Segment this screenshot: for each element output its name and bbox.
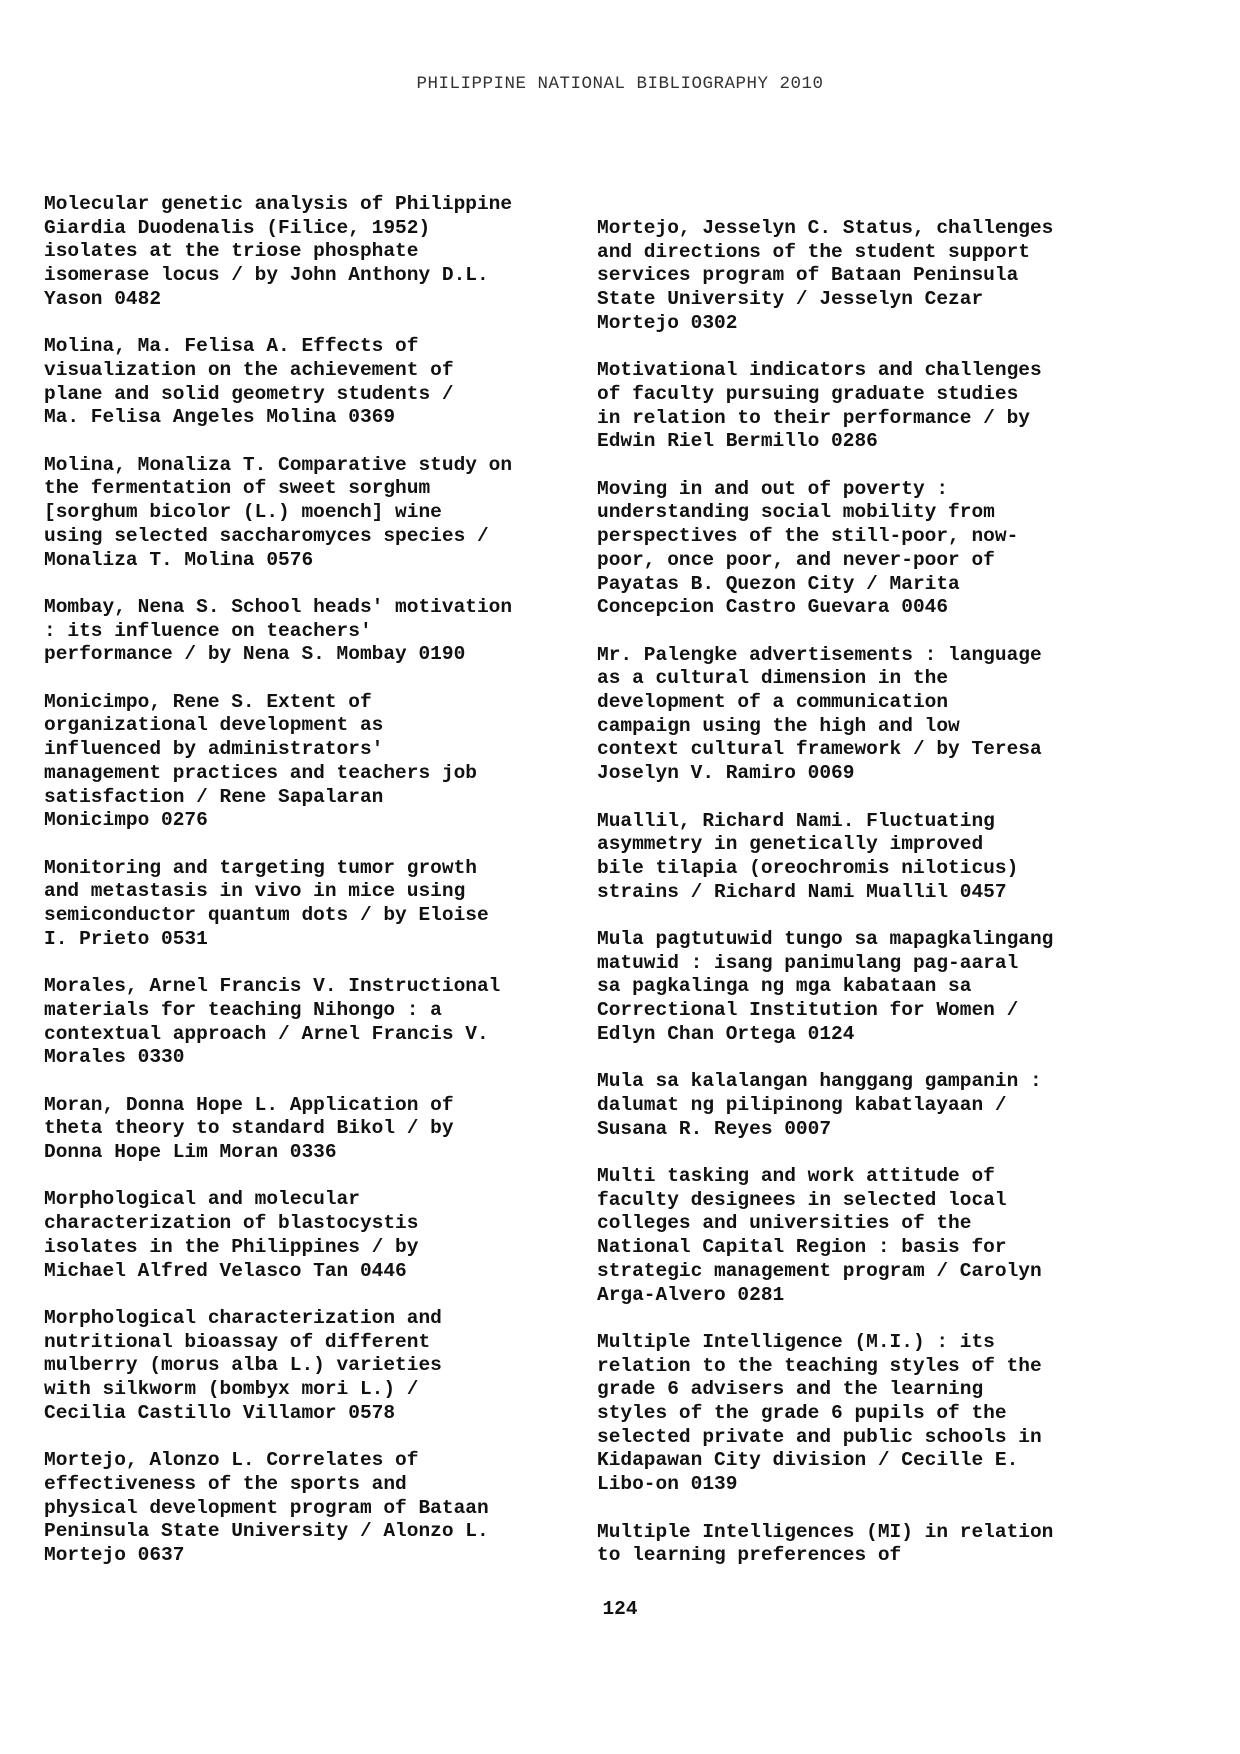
entry-line: Correctional Institution for Women / bbox=[597, 999, 1019, 1022]
entry-line: asymmetry in genetically improved bbox=[597, 833, 984, 856]
entry-line: Yason 0482 bbox=[44, 287, 162, 310]
entry-line: Michael Alfred Velasco Tan 0446 bbox=[44, 1259, 407, 1282]
bibliography-entry bbox=[597, 928, 1117, 1047]
bibliography-entry bbox=[44, 454, 564, 573]
entry-line: Edlyn Chan Ortega 0124 bbox=[597, 1022, 855, 1045]
entry-line: effectiveness of the sports and bbox=[44, 1472, 407, 1495]
entry-line: Concepcion Castro Guevara 0046 bbox=[597, 596, 949, 619]
entry-line: performance / by Nena S. Mombay 0190 bbox=[44, 643, 466, 666]
entry-line: Multi tasking and work attitude of bbox=[597, 1165, 995, 1188]
entry-line: faculty designees in selected local bbox=[597, 1188, 1007, 1211]
entry-line: context cultural framework / by Teresa bbox=[597, 738, 1042, 761]
entry-line: Ma. Felisa Angeles Molina 0369 bbox=[44, 406, 396, 429]
entry-line: strains / Richard Nami Muallil 0457 bbox=[597, 880, 1007, 903]
entry-line: Moran, Donna Hope L. Application of bbox=[44, 1093, 454, 1116]
entry-line: visualization on the achievement of bbox=[44, 358, 454, 381]
entry-line: Muallil, Richard Nami. Fluctuating bbox=[597, 809, 995, 832]
entry-line: Mula sa kalalangan hanggang gampanin : bbox=[597, 1070, 1042, 1093]
entry-line: Moving in and out of poverty : bbox=[597, 477, 949, 500]
entry-line: [sorghum bicolor (L.) moench] wine bbox=[44, 501, 442, 524]
bibliography-entry bbox=[44, 1094, 564, 1165]
bibliography-entry bbox=[597, 810, 1117, 905]
entry-line: I. Prieto 0531 bbox=[44, 927, 208, 950]
entry-line: matuwid : isang panimulang pag-aaral bbox=[597, 951, 1019, 974]
entry-line: and directions of the student support bbox=[597, 240, 1030, 263]
entry-line: National Capital Region : basis for bbox=[597, 1236, 1007, 1259]
entry-line: poor, once poor, and never-poor of bbox=[597, 548, 995, 571]
entry-line: of faculty pursuing graduate studies bbox=[597, 382, 1019, 405]
entry-line: Monicimpo, Rene S. Extent of bbox=[44, 690, 372, 713]
entry-line: physical development program of Bataan bbox=[44, 1496, 489, 1519]
entry-line: Molina, Ma. Felisa A. Effects of bbox=[44, 335, 419, 358]
right-column bbox=[597, 217, 1117, 1592]
entry-line: strategic management program / Carolyn bbox=[597, 1259, 1042, 1282]
entry-line: selected private and public schools in bbox=[597, 1425, 1042, 1448]
entry-line: bile tilapia (oreochromis niloticus) bbox=[597, 856, 1019, 879]
bibliography-entry bbox=[597, 217, 1117, 336]
entry-line: influenced by administrators' bbox=[44, 738, 384, 761]
bibliography-entry bbox=[597, 1165, 1117, 1307]
entry-line: satisfaction / Rene Sapalaran bbox=[44, 785, 384, 808]
entry-line: Morphological characterization and bbox=[44, 1306, 442, 1329]
entry-line: to learning preferences of bbox=[597, 1544, 902, 1567]
entry-line: development of a communication bbox=[597, 691, 949, 714]
entry-line: Cecilia Castillo Villamor 0578 bbox=[44, 1401, 396, 1424]
entry-line: Susana R. Reyes 0007 bbox=[597, 1117, 832, 1140]
page-number: 124 bbox=[602, 1598, 638, 1620]
entry-line: as a cultural dimension in the bbox=[597, 667, 949, 690]
entry-line: management practices and teachers job bbox=[44, 761, 477, 784]
entry-line: Arga-Alvero 0281 bbox=[597, 1283, 785, 1306]
entry-line: semiconductor quantum dots / by Eloise bbox=[44, 904, 489, 927]
entry-line: Mortejo 0637 bbox=[44, 1543, 185, 1566]
entry-line: Morphological and molecular bbox=[44, 1188, 360, 1211]
entry-line: Monaliza T. Molina 0576 bbox=[44, 548, 314, 571]
entry-line: Mula pagtutuwid tungo sa mapagkalingang bbox=[597, 928, 1054, 951]
entry-line: relation to the teaching styles of the bbox=[597, 1354, 1042, 1377]
entry-line: and metastasis in vivo in mice using bbox=[44, 880, 466, 903]
bibliography-entry bbox=[44, 596, 564, 667]
entry-line: nutritional bioassay of different bbox=[44, 1330, 431, 1353]
bibliography-entry bbox=[597, 1521, 1117, 1568]
entry-line: dalumat ng pilipinong kabatlayaan / bbox=[597, 1093, 1007, 1116]
bibliography-entry bbox=[597, 478, 1117, 620]
entry-line: Mortejo, Jesselyn C. Status, challenges bbox=[597, 217, 1054, 239]
entry-line: Molina, Monaliza T. Comparative study on bbox=[44, 453, 513, 476]
entry-line: Monitoring and targeting tumor growth bbox=[44, 856, 477, 879]
left-column bbox=[44, 193, 564, 1591]
entry-line: Multiple Intelligence (M.I.) : its bbox=[597, 1330, 995, 1353]
entry-line: Payatas B. Quezon City / Marita bbox=[597, 572, 960, 595]
entry-line: Libo-on 0139 bbox=[597, 1473, 738, 1496]
entry-line: Giardia Duodenalis (Filice, 1952) bbox=[44, 216, 431, 239]
entry-line: Morales 0330 bbox=[44, 1046, 185, 1069]
entry-line: Donna Hope Lim Moran 0336 bbox=[44, 1141, 337, 1164]
entry-line: isolates at the triose phosphate bbox=[44, 240, 419, 263]
entry-line: organizational development as bbox=[44, 714, 384, 737]
entry-line: Peninsula State University / Alonzo L. bbox=[44, 1520, 489, 1543]
entry-line: campaign using the high and low bbox=[597, 714, 960, 737]
bibliography-entry bbox=[44, 335, 564, 430]
entry-line: Monicimpo 0276 bbox=[44, 809, 208, 832]
entry-line: Molecular genetic analysis of Philippine bbox=[44, 193, 513, 215]
entry-line: Motivational indicators and challenges bbox=[597, 359, 1042, 382]
entry-line: colleges and universities of the bbox=[597, 1212, 972, 1235]
entry-line: Mortejo, Alonzo L. Correlates of bbox=[44, 1449, 419, 1472]
bibliography-entry bbox=[597, 644, 1117, 786]
entry-line: grade 6 advisers and the learning bbox=[597, 1378, 984, 1401]
entry-line: services program of Bataan Peninsula bbox=[597, 264, 1019, 287]
entry-line: theta theory to standard Bikol / by bbox=[44, 1117, 454, 1140]
entry-line: sa pagkalinga ng mga kabataan sa bbox=[597, 975, 972, 998]
bibliography-entry bbox=[597, 359, 1117, 454]
bibliography-entry bbox=[44, 1449, 564, 1568]
entry-line: Mortejo 0302 bbox=[597, 311, 738, 334]
entry-line: Mombay, Nena S. School heads' motivation bbox=[44, 595, 513, 618]
entry-line: Kidapawan City division / Cecille E. bbox=[597, 1449, 1019, 1472]
entry-line: in relation to their performance / by bbox=[597, 406, 1030, 429]
bibliography-entry bbox=[44, 857, 564, 952]
entry-line: isomerase locus / by John Anthony D.L. bbox=[44, 264, 489, 287]
entry-line: Edwin Riel Bermillo 0286 bbox=[597, 430, 878, 453]
entry-line: understanding social mobility from bbox=[597, 501, 995, 524]
entry-line: Multiple Intelligences (MI) in relation bbox=[597, 1520, 1054, 1543]
entry-line: plane and solid geometry students / bbox=[44, 382, 454, 405]
entry-line: characterization of blastocystis bbox=[44, 1212, 419, 1235]
entry-line: contextual approach / Arnel Francis V. bbox=[44, 1022, 489, 1045]
entry-line: styles of the grade 6 pupils of the bbox=[597, 1402, 1007, 1425]
entry-line: perspectives of the still-poor, now- bbox=[597, 525, 1019, 548]
entry-line: : its influence on teachers' bbox=[44, 619, 372, 642]
entry-line: isolates in the Philippines / by bbox=[44, 1235, 419, 1258]
entry-line: Joselyn V. Ramiro 0069 bbox=[597, 762, 855, 785]
entry-line: using selected saccharomyces species / bbox=[44, 524, 489, 547]
entry-line: the fermentation of sweet sorghum bbox=[44, 477, 431, 500]
bibliography-entry bbox=[44, 193, 564, 312]
entry-line: with silkworm (bombyx mori L.) / bbox=[44, 1378, 419, 1401]
bibliography-entry bbox=[44, 1188, 564, 1283]
entry-line: mulberry (morus alba L.) varieties bbox=[44, 1354, 442, 1377]
running-header: PHILIPPINE NATIONAL BIBLIOGRAPHY 2010 bbox=[416, 74, 824, 94]
entry-line: Morales, Arnel Francis V. Instructional bbox=[44, 975, 501, 998]
entry-line: materials for teaching Nihongo : a bbox=[44, 998, 442, 1021]
entry-line: State University / Jesselyn Cezar bbox=[597, 288, 984, 311]
bibliography-entry bbox=[44, 691, 564, 833]
entry-line: Mr. Palengke advertisements : language bbox=[597, 643, 1042, 666]
bibliography-entry bbox=[597, 1070, 1117, 1141]
bibliography-entry bbox=[597, 1331, 1117, 1497]
bibliography-entry bbox=[44, 1307, 564, 1426]
bibliography-entry bbox=[44, 975, 564, 1070]
